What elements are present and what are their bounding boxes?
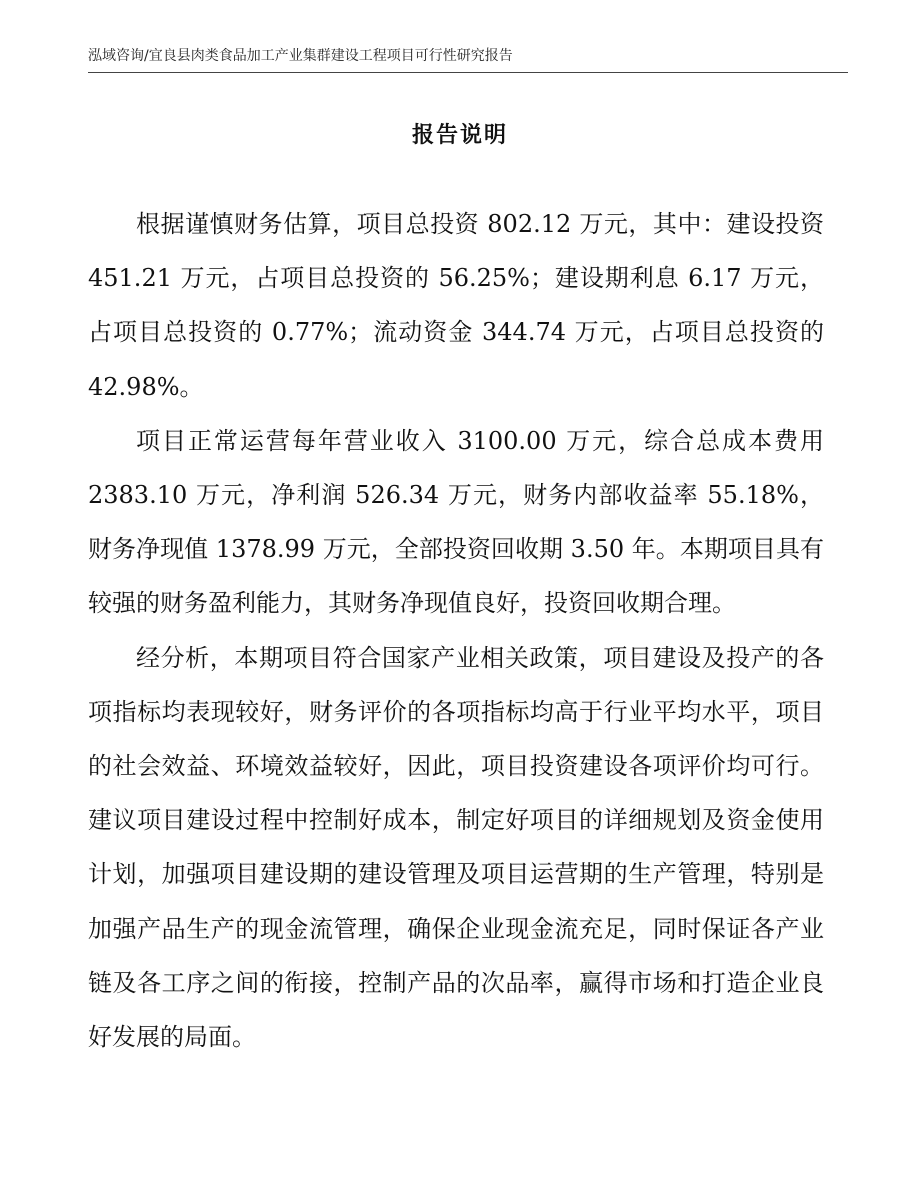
report-body	[88, 197, 824, 1064]
page-header: 泓域咨询/宜良县肉类食品加工产业集群建设工程项目可行性研究报告	[88, 46, 848, 73]
paragraph-analysis: 经分析，本期项目符合国家产业相关政策，项目建设及投产的各项指标均表现较好，财务评价的各项指标均高于行业平均水平，项目的社会效益、环境效益较好，因此，项目投资建设各项评价均可行。建议项目建设过程中控制好成本，制定好项目的详细规划及资金使用计划，加强项目建设期的建设管理及项目运营期的生产管理，特别是加强产品生产的现金流管理，确保企业现金流充足，同时保证各产业链及各工序之间的衔接，控制产品的次品率，赢得市场和打造企业良好发展的局面。	[88, 643, 824, 1052]
section-title: 报告说明	[411, 123, 508, 148]
paragraph-operations: 项目正常运营每年营业收入 3100.00 万元，综合总成本费用 2383.10 万元，净利润 526.34 万元，财务内部收益率 55.18%，财务净现值 1378.99 万元，全部投资回收期 3.50 年。本期项目具有较强的财务盈利能力，其财务净现值良好，投资回收期合理。	[88, 426, 824, 618]
paragraph-investment: 根据谨慎财务估算，项目总投资 802.12 万元，其中：建设投资 451.21 万元，占项目总投资的 56.25%；建设期利息 6.17 万元，占项目总投资的 0.77%；流动资金 344.74 万元，占项目总投资的 42.98%。	[88, 210, 824, 401]
